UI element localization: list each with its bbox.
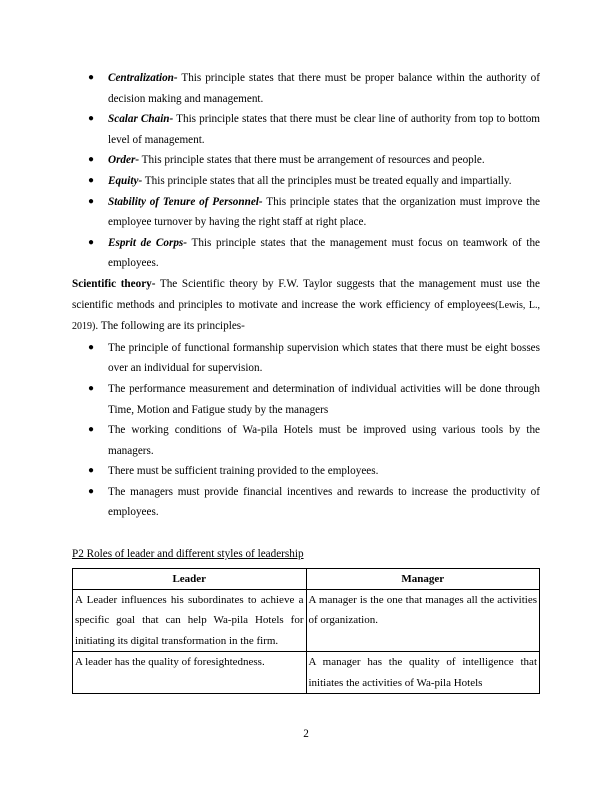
scientific-theory-lead: Scientific theory- (72, 277, 156, 290)
principle-text: The working conditions of Wa-pila Hotels must be improved using various tools by the managers. (108, 424, 540, 457)
principle-term: Centralization- (108, 72, 178, 84)
table-cell: A leader has the quality of foresightedness. (73, 652, 307, 694)
fayol-principles-list (72, 68, 540, 274)
table-cell: A manager has the quality of intelligence that initiates the activities of Wa-pila Hotels (306, 652, 540, 694)
column-header-leader: Leader (73, 568, 307, 589)
list-item (72, 420, 540, 461)
principle-text: This principle states that there must be arrangement of resources and people. (139, 154, 485, 167)
scientific-theory-text: The Scientific theory by F.W. Taylor suggests that the management must use the scientific methods and principles to motivate and increase the work efficiency of employees (72, 277, 540, 311)
list-item (72, 192, 540, 233)
citation: (Lewis, L., 2019) (72, 299, 540, 333)
bullet-icon: ● (88, 72, 95, 83)
table-cell: A manager is the one that manages all the activities of organization. (306, 590, 540, 652)
table-row (73, 652, 540, 694)
bullet-icon: ● (88, 236, 95, 248)
section-heading: P2 Roles of leader and different styles of leadership (72, 548, 304, 561)
bullet-icon: ● (88, 424, 95, 436)
list-item (72, 338, 540, 379)
column-header-manager: Manager (306, 568, 540, 589)
principle-term: Scalar Chain- (108, 113, 174, 126)
table-cell: A Leader influences his subordinates to achieve a specific goal that can help Wa-pila Hotels for initiating its digital transformation in the firm. (73, 590, 307, 652)
bullet-icon: ● (88, 174, 95, 186)
list-item (72, 461, 540, 482)
principle-text: This principle states that there must be clear line of authority from top to bottom level of management. (108, 113, 541, 146)
list-item (72, 379, 540, 420)
list-item (72, 109, 540, 150)
principle-term: Stability of Tenure of Personnel- (108, 195, 263, 208)
page-number: 2 (303, 728, 309, 740)
list-item (72, 171, 540, 192)
principle-text: There must be sufficient training provided to the employees. (108, 465, 379, 478)
principle-term: Esprit de Corps- (108, 236, 187, 249)
scientific-theory-after: . The following are its principles- (95, 320, 245, 333)
taylor-principles-list (72, 338, 540, 523)
page-content (72, 68, 540, 694)
list-item (72, 68, 540, 109)
principle-term: Order- (108, 154, 140, 167)
bullet-icon: ● (88, 382, 95, 394)
bullet-icon: ● (88, 465, 95, 477)
bullet-icon: ● (88, 485, 95, 497)
leader-manager-table (72, 568, 540, 694)
bullet-icon: ● (88, 113, 95, 125)
principle-text: This principle states that all the principles must be treated equally and impartially. (142, 174, 512, 187)
bullet-icon: ● (88, 341, 95, 353)
principle-text: This principle states that the management must focus on teamwork of the employees. (108, 236, 540, 270)
principle-text: This principle states that the organization must improve the employee turnover by having the right staff at right place. (108, 195, 541, 229)
principle-text: This principle states that there must be proper balance within the authority of decision making and management. (108, 72, 540, 105)
principle-text: The performance measurement and determination of individual activities will be done through Time, Motion and Fatigue study by the managers (108, 382, 540, 416)
principle-text: The managers must provide financial incentives and rewards to increase the productivity of employees. (108, 485, 540, 519)
principle-text: The principle of functional formanship supervision which states that there must be eight bosses over an individual for supervision. (108, 341, 540, 375)
scientific-theory-paragraph (72, 274, 540, 338)
list-item (72, 233, 540, 274)
table-row (73, 590, 540, 652)
table-header-row (73, 568, 540, 589)
list-item (72, 482, 540, 523)
list-item (72, 150, 540, 171)
principle-term: Equity- (108, 174, 143, 187)
bullet-icon: ● (88, 154, 95, 166)
bullet-icon: ● (88, 195, 95, 207)
